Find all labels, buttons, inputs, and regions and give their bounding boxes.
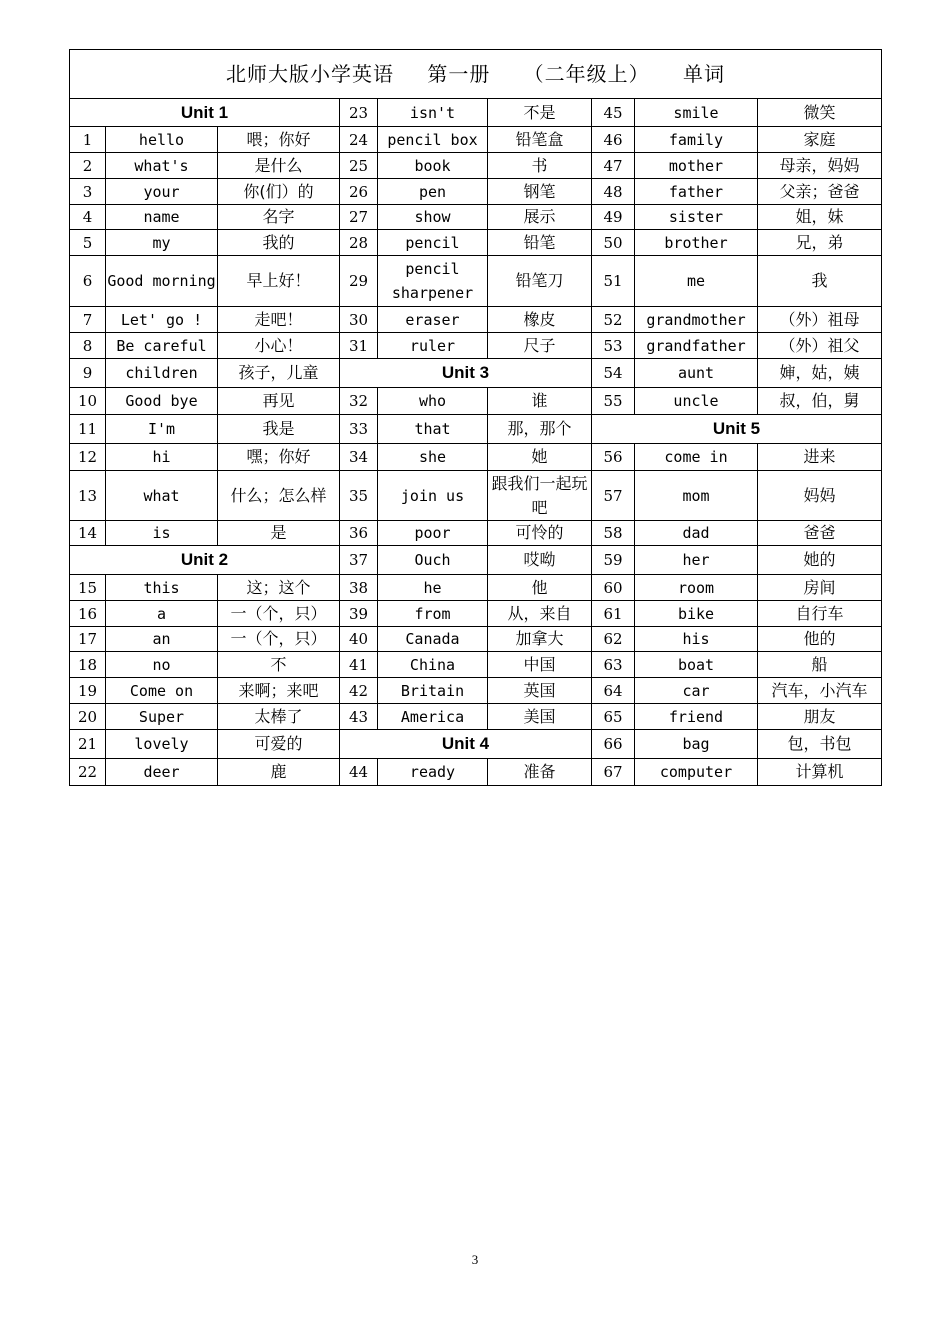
table-row (70, 730, 882, 759)
unit-heading: Unit 4 (340, 730, 592, 759)
chinese-meaning: 太棒了 (218, 704, 340, 730)
chinese-meaning: 书 (488, 153, 592, 179)
word-number: 39 (340, 601, 378, 627)
chinese-meaning: 船 (758, 652, 882, 678)
word-number: 14 (70, 521, 106, 546)
chinese-meaning: 朋友 (758, 704, 882, 730)
english-word: boat (635, 652, 758, 678)
chinese-meaning: 从，来自 (488, 601, 592, 627)
chinese-meaning: 可怜的 (488, 521, 592, 546)
english-word: bag (635, 730, 758, 759)
chinese-meaning: 她的 (758, 546, 882, 575)
english-word: name (106, 205, 218, 230)
table-row (70, 471, 882, 521)
word-number: 66 (592, 730, 635, 759)
word-number: 3 (70, 179, 106, 205)
english-word: sister (635, 205, 758, 230)
word-number: 67 (592, 759, 635, 786)
english-word: room (635, 575, 758, 601)
vocabulary-table (69, 49, 882, 786)
word-number: 34 (340, 444, 378, 471)
english-word: pencil box (378, 127, 488, 153)
english-word: from (378, 601, 488, 627)
english-word: Let' go ! (106, 307, 218, 333)
chinese-meaning: 不是 (488, 99, 592, 127)
chinese-meaning: 嘿；你好 (218, 444, 340, 471)
word-number: 18 (70, 652, 106, 678)
chinese-meaning: 母亲，妈妈 (758, 153, 882, 179)
word-number: 6 (70, 256, 106, 307)
english-word: I'm (106, 415, 218, 444)
chinese-meaning: （外）祖母 (758, 307, 882, 333)
chinese-meaning: 鹿 (218, 759, 340, 786)
word-number: 20 (70, 704, 106, 730)
word-number: 60 (592, 575, 635, 601)
english-word: Britain (378, 678, 488, 704)
chinese-meaning: 自行车 (758, 601, 882, 627)
table-row (70, 704, 882, 730)
table-row (70, 444, 882, 471)
table-row (70, 759, 882, 786)
english-word: who (378, 388, 488, 415)
table-row (70, 575, 882, 601)
word-number: 45 (592, 99, 635, 127)
table-row (70, 307, 882, 333)
chinese-meaning: 铅笔刀 (488, 256, 592, 307)
word-number: 25 (340, 153, 378, 179)
english-word: my (106, 230, 218, 256)
english-word: grandmother (635, 307, 758, 333)
english-word: hello (106, 127, 218, 153)
english-word: your (106, 179, 218, 205)
table-row (70, 601, 882, 627)
word-number: 65 (592, 704, 635, 730)
word-number: 36 (340, 521, 378, 546)
english-word: hi (106, 444, 218, 471)
english-word: friend (635, 704, 758, 730)
english-word: China (378, 652, 488, 678)
word-number: 63 (592, 652, 635, 678)
chinese-meaning: 这；这个 (218, 575, 340, 601)
english-word: pen (378, 179, 488, 205)
chinese-meaning: 中国 (488, 652, 592, 678)
table-row (70, 333, 882, 359)
chinese-meaning: 是 (218, 521, 340, 546)
english-word: Be careful (106, 333, 218, 359)
word-number: 62 (592, 627, 635, 652)
chinese-meaning: 英国 (488, 678, 592, 704)
chinese-meaning: 跟我们一起玩吧 (488, 471, 592, 521)
table-row (70, 99, 882, 127)
chinese-meaning: 什么；怎么样 (218, 471, 340, 521)
chinese-meaning: 房间 (758, 575, 882, 601)
word-number: 56 (592, 444, 635, 471)
english-word: join us (378, 471, 488, 521)
english-word: isn't (378, 99, 488, 127)
chinese-meaning: 不 (218, 652, 340, 678)
chinese-meaning: 汽车，小汽车 (758, 678, 882, 704)
word-number: 27 (340, 205, 378, 230)
english-word: she (378, 444, 488, 471)
table-row (70, 359, 882, 388)
english-word: Ouch (378, 546, 488, 575)
word-number: 5 (70, 230, 106, 256)
chinese-meaning: 再见 (218, 388, 340, 415)
table-row (70, 521, 882, 546)
word-number: 22 (70, 759, 106, 786)
english-word: brother (635, 230, 758, 256)
word-number: 10 (70, 388, 106, 415)
page-number: 3 (471, 1252, 479, 1267)
word-number: 40 (340, 627, 378, 652)
word-number: 53 (592, 333, 635, 359)
chinese-meaning: 钢笔 (488, 179, 592, 205)
word-number: 33 (340, 415, 378, 444)
word-number: 50 (592, 230, 635, 256)
english-word: Come on (106, 678, 218, 704)
word-number: 49 (592, 205, 635, 230)
table-row (70, 546, 882, 575)
word-number: 59 (592, 546, 635, 575)
table-row (70, 153, 882, 179)
english-word: Good morning (106, 256, 218, 307)
chinese-meaning: 早上好！ (218, 256, 340, 307)
word-number: 52 (592, 307, 635, 333)
table-row (70, 678, 882, 704)
word-number: 9 (70, 359, 106, 388)
chinese-meaning: 来啊；来吧 (218, 678, 340, 704)
chinese-meaning: 家庭 (758, 127, 882, 153)
table-row (70, 179, 882, 205)
word-number: 48 (592, 179, 635, 205)
word-number: 26 (340, 179, 378, 205)
word-number: 13 (70, 471, 106, 521)
word-number: 7 (70, 307, 106, 333)
table-row (70, 205, 882, 230)
english-word: book (378, 153, 488, 179)
english-word: a (106, 601, 218, 627)
english-word: father (635, 179, 758, 205)
word-number: 19 (70, 678, 106, 704)
word-number: 47 (592, 153, 635, 179)
chinese-meaning: 你(们）的 (218, 179, 340, 205)
chinese-meaning: 一（个，只） (218, 627, 340, 652)
table-row (70, 415, 882, 444)
english-word: is (106, 521, 218, 546)
word-number: 8 (70, 333, 106, 359)
english-word: come in (635, 444, 758, 471)
word-number: 41 (340, 652, 378, 678)
word-number: 15 (70, 575, 106, 601)
word-number: 37 (340, 546, 378, 575)
table-row (70, 388, 882, 415)
word-number: 61 (592, 601, 635, 627)
chinese-meaning: 进来 (758, 444, 882, 471)
chinese-meaning: 喂；你好 (218, 127, 340, 153)
chinese-meaning: 我 (758, 256, 882, 307)
english-word: ruler (378, 333, 488, 359)
word-number: 32 (340, 388, 378, 415)
english-word: dad (635, 521, 758, 546)
english-word: his (635, 627, 758, 652)
english-word: computer (635, 759, 758, 786)
chinese-meaning: 爸爸 (758, 521, 882, 546)
chinese-meaning: 加拿大 (488, 627, 592, 652)
chinese-meaning: 我的 (218, 230, 340, 256)
word-number: 64 (592, 678, 635, 704)
chinese-meaning: 美国 (488, 704, 592, 730)
english-word: lovely (106, 730, 218, 759)
chinese-meaning: 那，那个 (488, 415, 592, 444)
chinese-meaning: 姐，妹 (758, 205, 882, 230)
english-word: Canada (378, 627, 488, 652)
word-number: 28 (340, 230, 378, 256)
unit-heading: Unit 1 (70, 99, 340, 127)
chinese-meaning: （外）祖父 (758, 333, 882, 359)
english-word: deer (106, 759, 218, 786)
english-word: pencil (378, 230, 488, 256)
word-number: 24 (340, 127, 378, 153)
english-word: what (106, 471, 218, 521)
english-word: uncle (635, 388, 758, 415)
english-word: show (378, 205, 488, 230)
chinese-meaning: 展示 (488, 205, 592, 230)
word-number: 42 (340, 678, 378, 704)
word-number: 23 (340, 99, 378, 127)
word-number: 4 (70, 205, 106, 230)
word-number: 57 (592, 471, 635, 521)
chinese-meaning: 走吧！ (218, 307, 340, 333)
word-number: 16 (70, 601, 106, 627)
english-word: mother (635, 153, 758, 179)
english-word: me (635, 256, 758, 307)
english-word: car (635, 678, 758, 704)
english-word: mom (635, 471, 758, 521)
chinese-meaning: 是什么 (218, 153, 340, 179)
english-word: Super (106, 704, 218, 730)
chinese-meaning: 计算机 (758, 759, 882, 786)
word-number: 51 (592, 256, 635, 307)
english-word: what's (106, 153, 218, 179)
word-number: 17 (70, 627, 106, 652)
word-number: 58 (592, 521, 635, 546)
word-number: 21 (70, 730, 106, 759)
chinese-meaning: 她 (488, 444, 592, 471)
chinese-meaning: 铅笔盒 (488, 127, 592, 153)
word-number: 38 (340, 575, 378, 601)
english-word: pencil sharpener (378, 256, 488, 307)
word-number: 30 (340, 307, 378, 333)
english-word: grandfather (635, 333, 758, 359)
word-number: 54 (592, 359, 635, 388)
chinese-meaning: 一（个，只） (218, 601, 340, 627)
word-number: 2 (70, 153, 106, 179)
english-word: he (378, 575, 488, 601)
word-number: 29 (340, 256, 378, 307)
page-title: 北师大版小学英语 第一册 （二年级上） 单词 (70, 50, 882, 99)
chinese-meaning: 谁 (488, 388, 592, 415)
word-number: 44 (340, 759, 378, 786)
unit-heading: Unit 5 (592, 415, 882, 444)
chinese-meaning: 孩子，儿童 (218, 359, 340, 388)
chinese-meaning: 父亲；爸爸 (758, 179, 882, 205)
english-word: eraser (378, 307, 488, 333)
english-word: family (635, 127, 758, 153)
chinese-meaning: 可爱的 (218, 730, 340, 759)
chinese-meaning: 名字 (218, 205, 340, 230)
chinese-meaning: 兄，弟 (758, 230, 882, 256)
chinese-meaning: 妈妈 (758, 471, 882, 521)
chinese-meaning: 叔，伯，舅 (758, 388, 882, 415)
english-word: this (106, 575, 218, 601)
chinese-meaning: 准备 (488, 759, 592, 786)
english-word: bike (635, 601, 758, 627)
word-number: 12 (70, 444, 106, 471)
english-word: an (106, 627, 218, 652)
chinese-meaning: 微笑 (758, 99, 882, 127)
chinese-meaning: 橡皮 (488, 307, 592, 333)
word-number: 31 (340, 333, 378, 359)
english-word: smile (635, 99, 758, 127)
chinese-meaning: 我是 (218, 415, 340, 444)
chinese-meaning: 铅笔 (488, 230, 592, 256)
unit-heading: Unit 3 (340, 359, 592, 388)
chinese-meaning: 尺子 (488, 333, 592, 359)
chinese-meaning: 婶，姑，姨 (758, 359, 882, 388)
chinese-meaning: 他 (488, 575, 592, 601)
word-number: 55 (592, 388, 635, 415)
unit-heading: Unit 2 (70, 546, 340, 575)
table-row (70, 652, 882, 678)
english-word: children (106, 359, 218, 388)
table-row (70, 230, 882, 256)
english-word: ready (378, 759, 488, 786)
english-word: poor (378, 521, 488, 546)
chinese-meaning: 他的 (758, 627, 882, 652)
english-word: America (378, 704, 488, 730)
english-word: that (378, 415, 488, 444)
english-word: her (635, 546, 758, 575)
chinese-meaning: 哎呦 (488, 546, 592, 575)
chinese-meaning: 包，书包 (758, 730, 882, 759)
english-word: aunt (635, 359, 758, 388)
word-number: 35 (340, 471, 378, 521)
word-number: 1 (70, 127, 106, 153)
table-row (70, 627, 882, 652)
table-row (70, 256, 882, 307)
english-word: no (106, 652, 218, 678)
table-row (70, 127, 882, 153)
word-number: 11 (70, 415, 106, 444)
word-number: 43 (340, 704, 378, 730)
chinese-meaning: 小心！ (218, 333, 340, 359)
word-number: 46 (592, 127, 635, 153)
english-word: Good bye (106, 388, 218, 415)
